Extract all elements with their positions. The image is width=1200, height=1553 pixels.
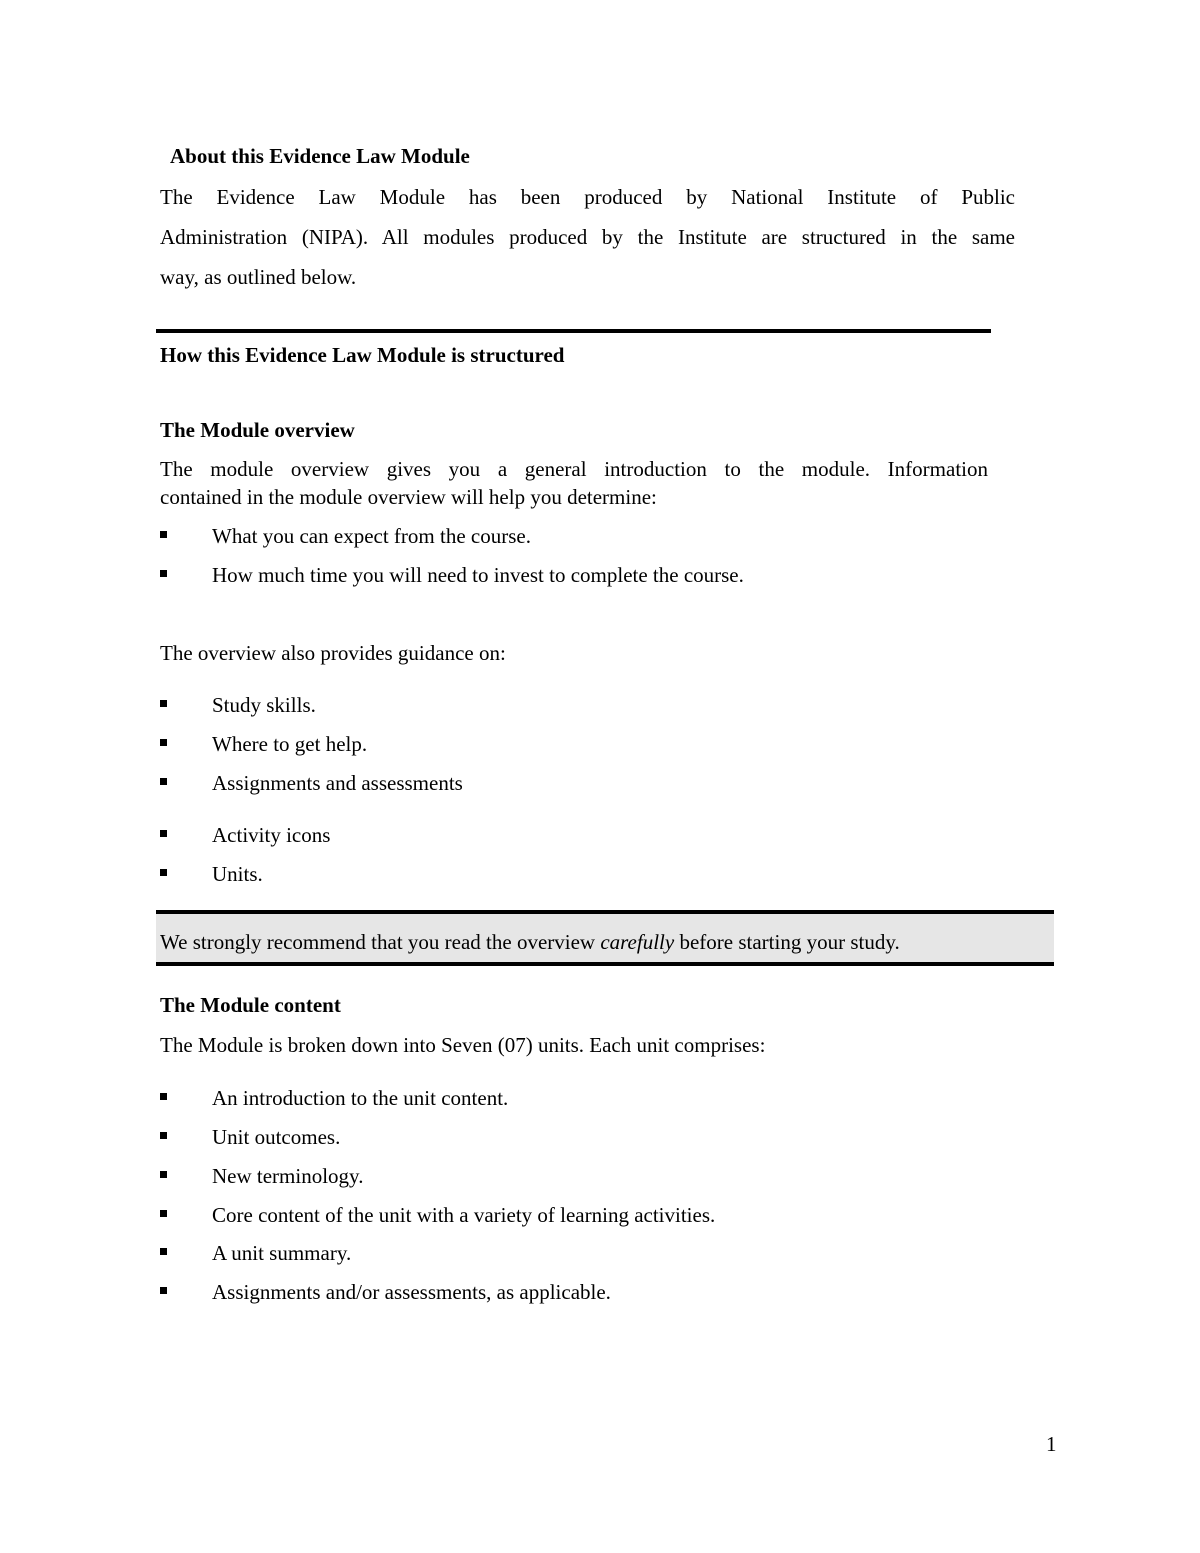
- bullet-marker: [160, 1287, 167, 1294]
- page-number: 1: [1046, 1432, 1057, 1456]
- about-paragraph-line-2: Administration (NIPA). All modules produced by the Institute are structured in the same: [160, 225, 1015, 249]
- bullet-marker: [160, 778, 167, 785]
- list-item: An introduction to the unit content.: [212, 1086, 509, 1110]
- bullet-marker: [160, 1210, 167, 1217]
- list-item: Study skills.: [212, 693, 316, 717]
- callout-emphasis: carefully: [600, 930, 675, 954]
- structure-heading: How this Evidence Law Module is structured: [160, 343, 565, 367]
- list-item: Assignments and assessments: [212, 771, 463, 795]
- list-item: Unit outcomes.: [212, 1125, 341, 1149]
- about-paragraph-line-3: way, as outlined below.: [160, 265, 357, 289]
- bullet-marker: [160, 869, 167, 876]
- overview-paragraph-line-2: contained in the module overview will help you determine:: [160, 485, 657, 509]
- list-item: Activity icons: [212, 823, 331, 847]
- bullet-marker: [160, 700, 167, 707]
- callout-text-after: before starting your study.: [674, 930, 900, 954]
- list-item: A unit summary.: [212, 1241, 352, 1265]
- overview-paragraph-line-1: The module overview gives you a general introduction to the module. Information: [160, 457, 988, 481]
- guidance-intro: The overview also provides guidance on:: [160, 641, 506, 665]
- bullet-marker: [160, 1132, 167, 1139]
- list-item: Where to get help.: [212, 732, 368, 756]
- callout-text-before: We strongly recommend that you read the overview: [160, 930, 601, 954]
- content-intro: The Module is broken down into Seven (07) units. Each unit comprises:: [160, 1033, 766, 1057]
- list-item: Assignments and/or assessments, as applicable.: [212, 1280, 611, 1304]
- list-item: New terminology.: [212, 1164, 364, 1188]
- bullet-marker: [160, 570, 167, 577]
- bullet-marker: [160, 1171, 167, 1178]
- list-item: Core content of the unit with a variety of learning activities.: [212, 1203, 716, 1227]
- about-paragraph-line-1: The Evidence Law Module has been produced by National Institute of Public: [160, 185, 1015, 209]
- bullet-marker: [160, 1248, 167, 1255]
- bullet-marker: [160, 739, 167, 746]
- overview-heading: The Module overview: [160, 418, 355, 442]
- recommendation-callout: [156, 910, 1054, 966]
- list-item: Units.: [212, 862, 263, 886]
- bullet-marker: [160, 1093, 167, 1100]
- bullet-marker: [160, 830, 167, 837]
- section-divider: [156, 329, 991, 333]
- list-item: What you can expect from the course.: [212, 524, 531, 548]
- list-item: How much time you will need to invest to complete the course.: [212, 563, 744, 587]
- bullet-marker: [160, 531, 167, 538]
- callout-text: [160, 932, 900, 953]
- content-heading: The Module content: [160, 993, 341, 1017]
- about-heading: About this Evidence Law Module: [170, 144, 470, 168]
